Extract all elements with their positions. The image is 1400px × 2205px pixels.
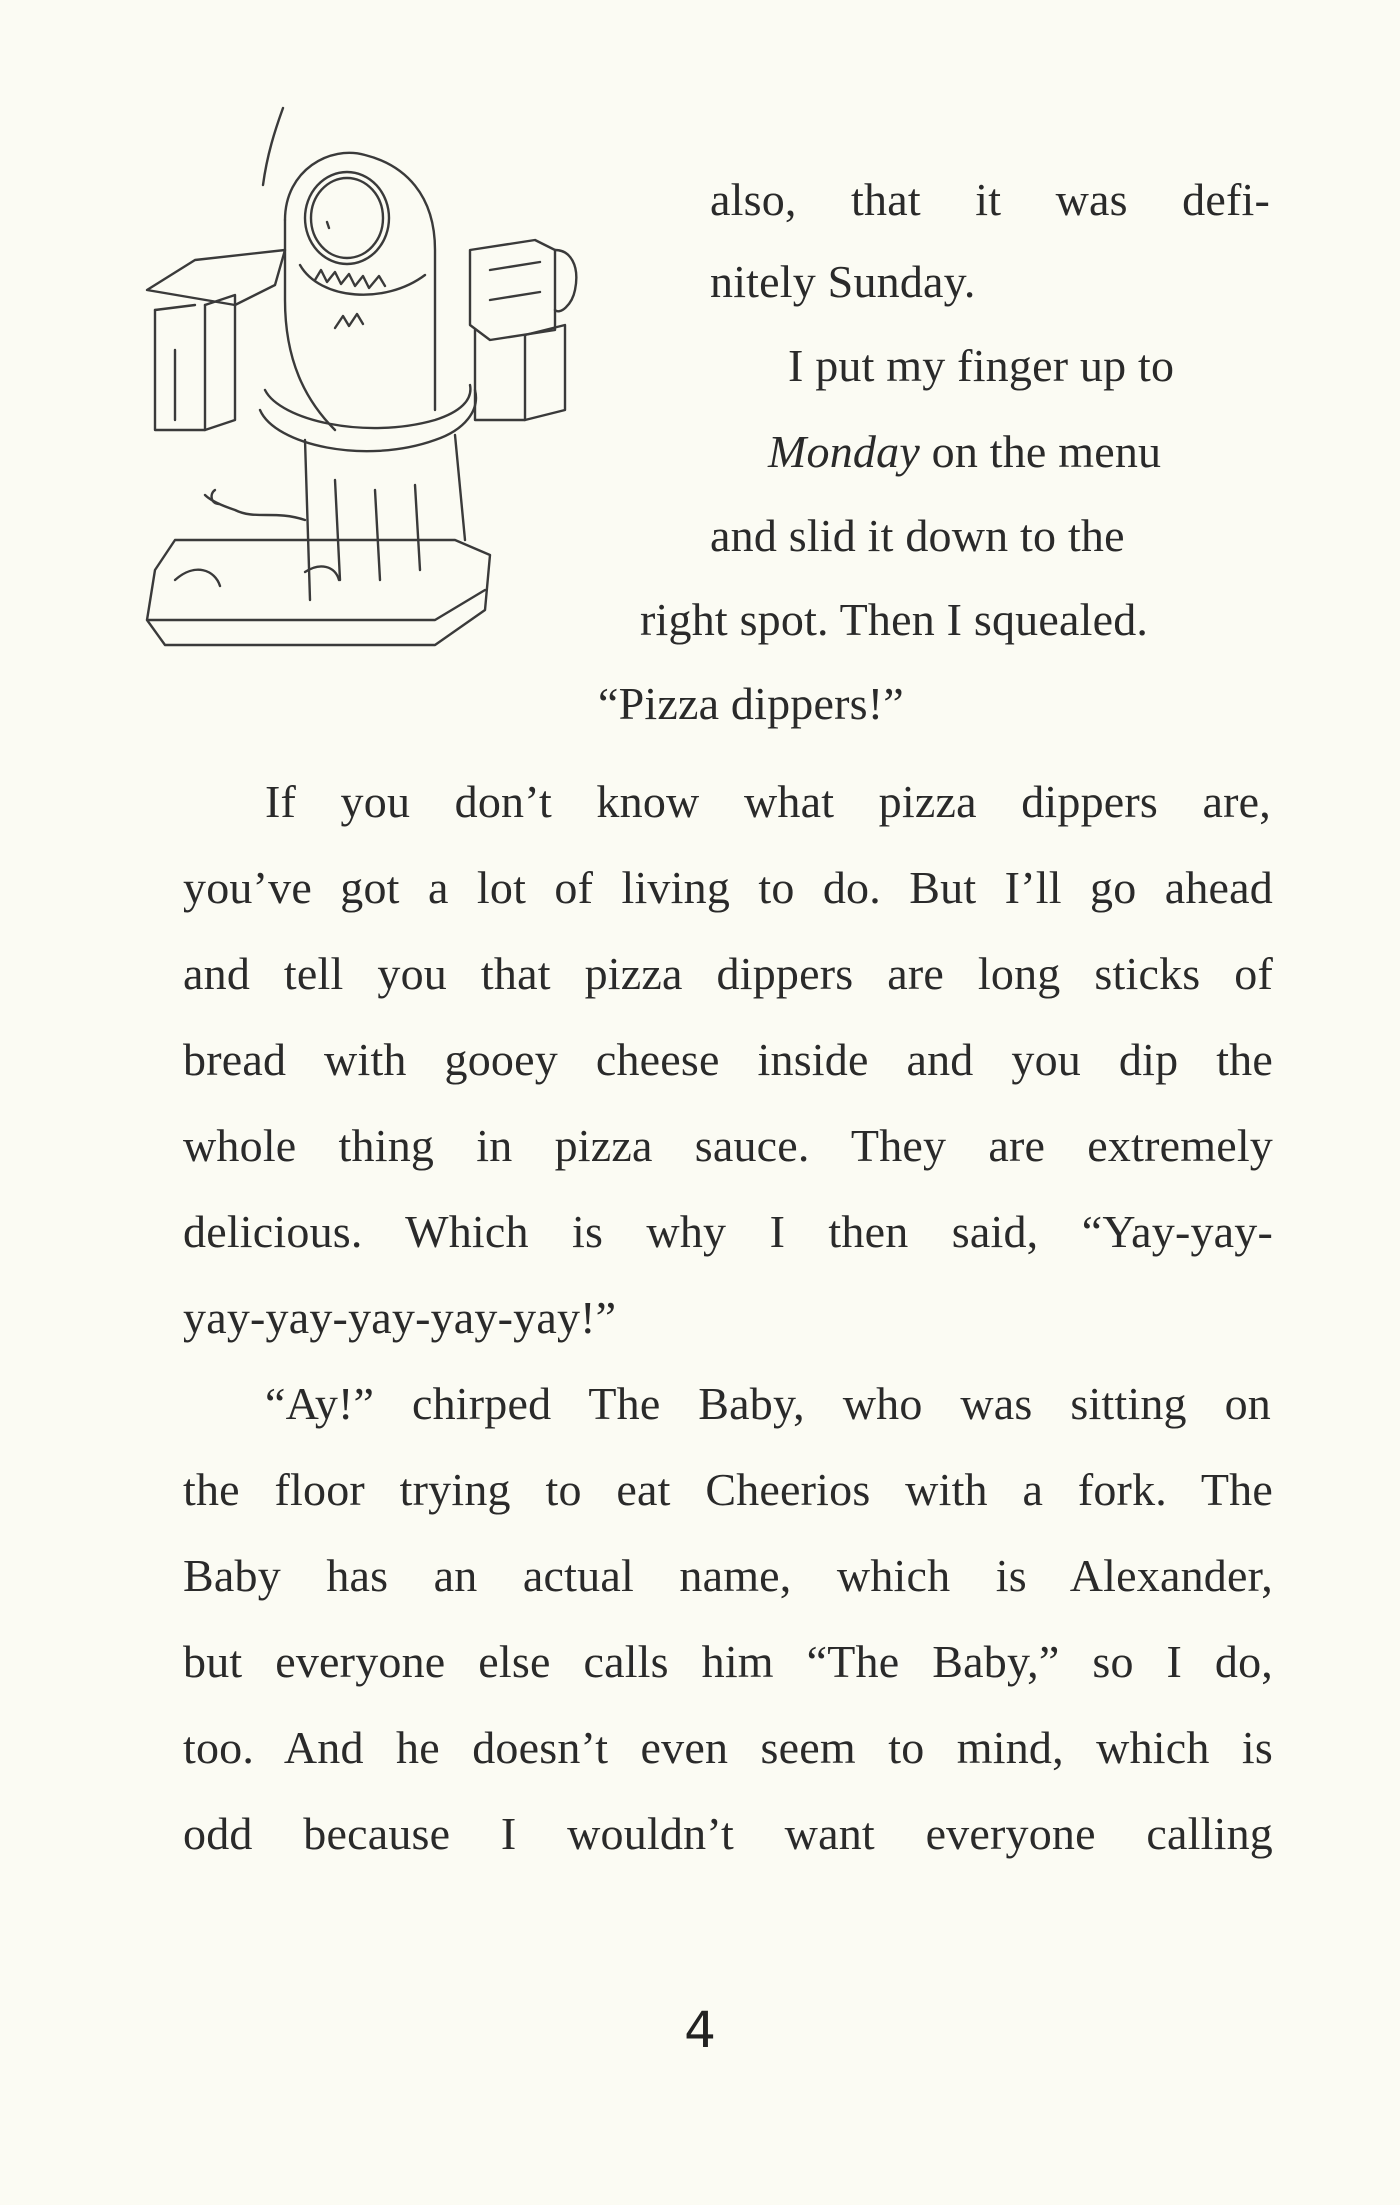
text-line-14: yay-yay-yay-yay-yay!”: [183, 1292, 617, 1343]
text-line-1: also, that it was defi-: [710, 174, 1270, 225]
text-line-11: bread with gooey cheese inside and you dip the: [183, 1034, 1273, 1085]
text-line-13: delicious. Which is why I then said, “Yay-yay-: [183, 1206, 1273, 1257]
text-line-7: “Pizza dippers!”: [598, 678, 904, 729]
text-line-20: odd because I wouldn’t want everyone calling: [183, 1808, 1273, 1859]
text-line-4: [768, 422, 1161, 482]
page-number: 4: [684, 2001, 716, 2059]
menu-day-word: Monday: [768, 426, 920, 477]
text-line-17: Baby has an actual name, which is Alexander,: [183, 1550, 1273, 1601]
text-line-3: I put my finger up to: [788, 340, 1175, 391]
text-line-15: “Ay!” chirped The Baby, who was sitting on: [265, 1378, 1271, 1429]
text-line-19: too. And he doesn’t even seem to mind, which is: [183, 1722, 1273, 1773]
text-line-16: the floor trying to eat Cheerios with a fork. The: [183, 1464, 1273, 1515]
text-line-2: nitely Sunday.: [710, 256, 976, 307]
text-line-8: If you don’t know what pizza dippers are,: [265, 776, 1271, 827]
text-line-4-rest: on the menu: [919, 426, 1162, 477]
text-line-6: right spot. Then I squealed.: [640, 594, 1149, 645]
text-line-10: and tell you that pizza dippers are long sticks of: [183, 948, 1273, 999]
text-line-18: but everyone else calls him “The Baby,” so I do,: [183, 1636, 1273, 1687]
text-line-12: whole thing in pizza sauce. They are extremely: [183, 1120, 1273, 1171]
text-line-5: and slid it down to the: [710, 510, 1125, 561]
robot-monster-menu-sketch-icon: [135, 100, 635, 700]
text-line-9: you’ve got a lot of living to do. But I’ll go ahead: [183, 862, 1273, 913]
